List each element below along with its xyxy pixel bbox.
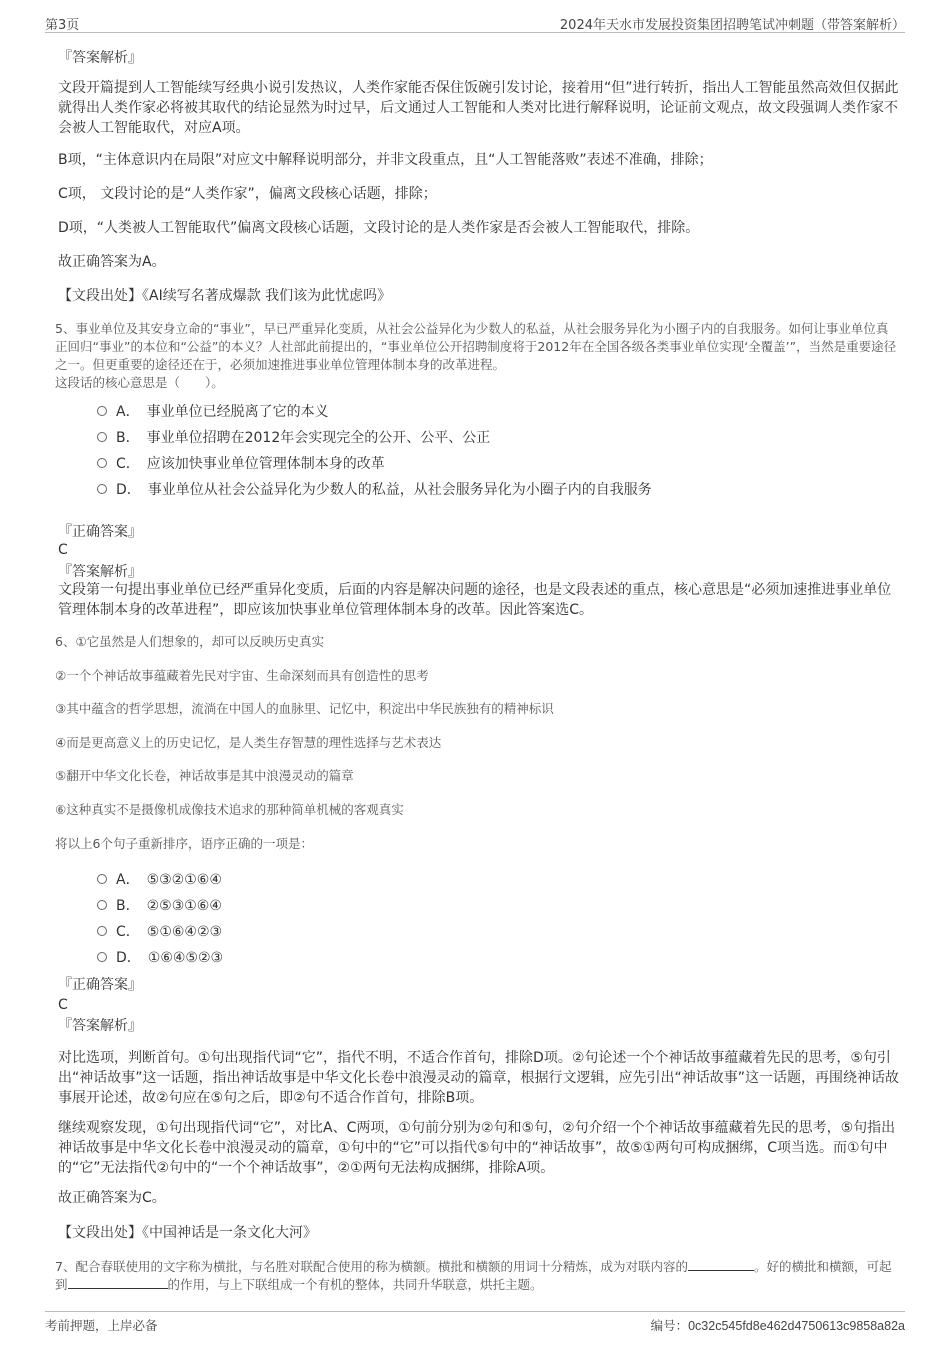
correct-answer: C [58, 997, 68, 1013]
radio-icon[interactable] [97, 432, 107, 442]
document-code: 编号：0c32c545fd8e462d4750613c9858a82a [650, 1318, 905, 1333]
question-stem: 5、事业单位及其安身立命的“事业”，早已严重异化变质，从社会公益异化为少数人的私益，从社会服务异化为小圈子内的自我服务。如何让事业单位真正回归“事业”的本位和“公益”的本义？人社部此前提出的，“事业单位公开招聘制度将于2012年在全国各级各类事业单位实现‘全覆盖’”，当然是重要途径之一。但更重要的途径还在于，必须加速推进事业单位管理体制本身的改革进程。 [55, 321, 897, 372]
analysis-paragraph: 文段第一句提出事业单位已经严重异化变质，后面的内容是解决问题的途径，也是文段表述的重点，核心意思是“必须加速推进事业单位管理体制本身的改革进程”，即应该加快事业单位管理体制本身的改革。因此答案选C。 [58, 582, 892, 618]
option-c[interactable]: C． ⑤①⑥④②③ [97, 922, 222, 942]
analysis-paragraph: C项， 文段讨论的是“人类作家”，偏离文段核心话题，排除； [58, 186, 437, 202]
radio-icon[interactable] [97, 952, 107, 962]
option-d[interactable]: D． ①⑥④⑤②③ [97, 948, 223, 968]
sentence-line: ③其中蕴含的哲学思想，流淌在中国人的血脉里、记忆中，积淀出中华民族独有的精神标识 [55, 701, 554, 716]
radio-icon[interactable] [97, 458, 107, 468]
question-prompt: 将以上6个句子重新排序，语序正确的一项是： [55, 836, 313, 851]
analysis-paragraph: B项，“主体意识内在局限”对应文中解释说明部分，并非文段重点，且“人工智能落败”表述不准确，排除； [58, 152, 713, 168]
page-footer [45, 1311, 905, 1336]
option-c[interactable]: C． 应该加快事业单位管理体制本身的改革 [97, 454, 385, 474]
answer-conclusion: 故正确答案为C。 [58, 1190, 166, 1206]
page-number: 第3页 [45, 18, 80, 33]
analysis-paragraph: D项，“人类被人工智能取代”偏离文段核心话题，文段讨论的是人类作家是否会被人工智能取代，排除。 [58, 220, 700, 236]
radio-icon[interactable] [97, 406, 107, 416]
radio-icon[interactable] [97, 874, 107, 884]
answer-analysis-label: 『答案解析』 [58, 564, 142, 580]
passage-source: 【文段出处】《中国神话是一条文化大河》 [58, 1225, 317, 1241]
answer-analysis-label: 『答案解析』 [58, 1018, 142, 1034]
analysis-paragraph: 继续观察发现，①句出现指代词“它”，对比A、C两项，①句前分别为②句和⑤句，②句介绍一个个神话故事蕴藏着先民的思考，⑤句指出神话故事是中华文化长卷中浪漫灵动的篇章，①句中的“它”可以指代⑤句中的“神话故事”，故⑤①两句可构成捆绑，C项当选。而①句中的“它”无法指代②句中的“一个个神话故事”，②①两句无法构成捆绑，排除A项。 [58, 1120, 896, 1176]
radio-icon[interactable] [97, 484, 107, 494]
answer-analysis-label: 『答案解析』 [58, 50, 142, 66]
fill-blank [688, 1258, 754, 1271]
sentence-line: 6、①它虽然是人们想象的，却可以反映历史真实 [55, 634, 325, 649]
correct-answer-label: 『正确答案』 [58, 524, 142, 540]
footer-slogan: 考前押题，上岸必备 [45, 1318, 158, 1333]
radio-icon[interactable] [97, 900, 107, 910]
document-title: 2024年天水市发展投资集团招聘笔试冲刺题（带答案解析） [559, 18, 905, 33]
analysis-paragraph: 对比选项，判断首句。①句出现指代词“它”，指代不明，不适合作首句，排除D项。②句论述一个个神话故事蕴藏着先民的思考，⑤句引出“神话故事”这一话题，指出神话故事是中华文化长卷中浪漫灵动的篇章，根据行文逻辑，应先引出“神话故事”这一话题，再围绕神话故事展开论述，故②句应在⑤句之后，即②句不适合作首句，排除B项。 [58, 1050, 900, 1106]
option-d[interactable]: D． 事业单位从社会公益异化为少数人的私益，从社会服务异化为小圈子内的自我服务 [97, 480, 652, 500]
option-b[interactable]: B． 事业单位招聘在2012年会实现完全的公开、公平、公正 [97, 428, 490, 448]
sentence-line: ⑥这种真实不是摄像机成像技术追求的那种简单机械的客观真实 [55, 802, 404, 817]
correct-answer-label: 『正确答案』 [58, 977, 142, 993]
radio-icon[interactable] [97, 926, 107, 936]
answer-conclusion: 故正确答案为A。 [58, 254, 166, 270]
analysis-paragraph: 文段开篇提到人工智能续写经典小说引发热议，人类作家能否保住饭碗引发讨论，接着用“但”进行转折，指出人工智能虽然高效但仅据此就得出人类作家必将被其取代的结论显然为时过早，后文通过人工智能和人类对比进行解释说明，论证前文观点，故文段强调人类作家不会被人工智能取代，对应A项。 [58, 80, 899, 136]
option-b[interactable]: B． ②⑤③①⑥④ [97, 896, 222, 916]
sentence-line: ④而是更高意义上的历史记忆，是人类生存智慧的理性选择与艺术表达 [55, 735, 442, 750]
fill-blank [68, 1276, 168, 1289]
option-a[interactable]: A． 事业单位已经脱离了它的本义 [97, 402, 329, 422]
sentence-line: ②一个个神话故事蕴藏着先民对宇宙、生命深刻而具有创造性的思考 [55, 668, 429, 683]
sentence-line: ⑤翻开中华文化长卷，神话故事是其中浪漫灵动的篇章 [55, 768, 354, 783]
question-prompt: 这段话的核心意思是（ ）。 [55, 375, 224, 390]
correct-answer: C [58, 542, 68, 558]
page-header [45, 12, 905, 33]
passage-source: 【文段出处】《AI续写名著成爆款 我们该为此忧虑吗》 [58, 288, 392, 304]
question-stem: 7、配合春联使用的文字称为横批，与名胜对联配合使用的称为横额。横批和横额的用词十分精炼，成为对联内容的 。好的横批和横额，可起到 的作用，与上下联组成一个有机的整体，共同升华联意，烘托主题。 [55, 1259, 892, 1292]
option-a[interactable]: A． ⑤③②①⑥④ [97, 870, 222, 890]
